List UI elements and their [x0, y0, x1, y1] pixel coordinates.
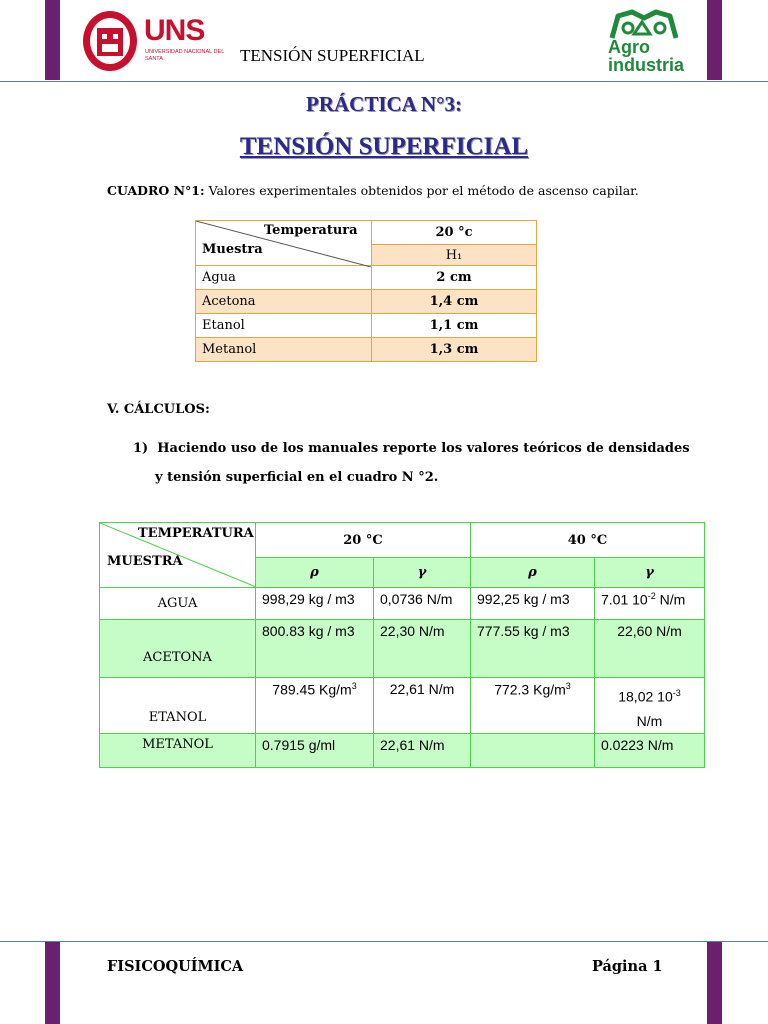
table2-corner-top: TEMPERATURA: [138, 526, 254, 541]
table-row: [100, 678, 705, 734]
table1-muestra: Agua: [196, 266, 372, 290]
table2-muestra: METANOL: [100, 733, 256, 767]
item1-number: 1): [133, 441, 149, 456]
table1-temp-header: 20 °c: [372, 221, 537, 245]
table2-gamma20: 22,30 N/m: [374, 620, 471, 678]
table2-corner-bottom: MUESTRA: [107, 554, 183, 569]
table1-muestra: Acetona: [196, 290, 372, 314]
table2-gamma20: 0,0736 N/m: [374, 588, 471, 620]
rho20-base: 789.45 Kg/m: [272, 681, 352, 698]
table2-gamma40: 22,60 N/m: [595, 620, 705, 678]
agroindustria-logo: [604, 8, 686, 76]
table-row: [196, 290, 537, 314]
table1-value: 1,1 cm: [372, 314, 537, 338]
table2-rho20: 800.83 kg / m3: [256, 620, 374, 678]
table2-corner-cell: [100, 523, 256, 588]
footer-course: FISICOQUÍMICA: [107, 958, 244, 975]
table2-rho40: 777.55 kg / m3: [471, 620, 595, 678]
table1-value: 1,3 cm: [372, 338, 537, 362]
table2-rho20: [256, 678, 374, 734]
rho40-base: 772.3 Kg/m: [494, 681, 566, 698]
table-row: [100, 620, 705, 678]
table1-value: 1,4 cm: [372, 290, 537, 314]
gamma-header-20: γ: [374, 558, 471, 588]
table1-corner-cell: [196, 221, 372, 266]
table-row: [196, 338, 537, 362]
table2-rho40: [471, 678, 595, 734]
caption-label: CUADRO N°1:: [107, 183, 205, 198]
gamma40-unit: N/m: [636, 712, 663, 729]
gamma40-unit: N/m: [655, 591, 686, 608]
item1-line1: [133, 441, 690, 456]
footer-right-bar: [707, 942, 722, 1024]
table2-gamma20: 22,61 N/m: [374, 733, 471, 767]
gamma-header-40: γ: [595, 558, 705, 588]
section-calculos: V. CÁLCULOS:: [107, 402, 210, 417]
uns-logo: [80, 8, 230, 74]
table1-h1-header: H₁: [372, 245, 537, 266]
gamma40-exp: -3: [672, 688, 681, 698]
rho40-exp: 3: [565, 681, 571, 691]
item1-text: Haciendo uso de los manuales reporte los valores teóricos de densidades: [157, 441, 690, 456]
rho-header-40: ρ: [471, 558, 595, 588]
rho-header-20: ρ: [256, 558, 374, 588]
table1: [195, 220, 537, 362]
table2-muestra: ETANOL: [100, 678, 256, 734]
table2-muestra: ACETONA: [100, 620, 256, 678]
table2-rho20: 998,29 kg / m3: [256, 588, 374, 620]
header-rule: [0, 81, 768, 82]
practica-title: PRÁCTICA N°3:: [306, 92, 462, 116]
table2-gamma20: 22,61 N/m: [374, 678, 471, 734]
footer-page-number: Página 1: [592, 958, 663, 975]
table2-rho20: 0.7915 g/ml: [256, 733, 374, 767]
tension-title: TENSIÓN SUPERFICIAL: [239, 133, 529, 160]
table1-muestra: Etanol: [196, 314, 372, 338]
footer-left-bar: [45, 942, 60, 1024]
table2-temp2: 40 °C: [471, 523, 705, 558]
header-right-bar: [707, 0, 722, 80]
gamma40-base: 18,02 10: [618, 688, 673, 705]
table1-value: 2 cm: [372, 266, 537, 290]
table-row: [196, 266, 537, 290]
uns-logo-subtext: UNIVERSIDAD NACIONAL DEL SANTA: [145, 49, 225, 62]
table-row: [100, 588, 705, 620]
table1-corner-top: Temperatura: [264, 223, 358, 238]
rho20-exp: 3: [351, 681, 357, 691]
table2-rho40: [471, 733, 595, 767]
item1-line2: y tensión superficial en el cuadro N °2.: [155, 470, 439, 485]
uns-logo-text: UNS: [144, 14, 205, 47]
table2-rho40: 992,25 kg / m3: [471, 588, 595, 620]
agro-logo-line2: industria: [608, 55, 685, 75]
table-row: [196, 314, 537, 338]
agro-logo-line1: Agro: [608, 37, 650, 57]
table1-caption: [107, 183, 639, 198]
table1-corner-bottom: Muestra: [202, 242, 263, 257]
uns-seal-icon: [80, 8, 140, 74]
table2-gamma40: 0.0223 N/m: [595, 733, 705, 767]
gamma40-exp: -2: [647, 591, 656, 601]
table2-temp1: 20 °C: [256, 523, 471, 558]
gamma40-base: 7.01 10: [601, 591, 648, 608]
table2-muestra: AGUA: [100, 588, 256, 620]
header-title: TENSIÓN SUPERFICIAL: [240, 46, 425, 65]
table2-gamma40: [595, 588, 705, 620]
table2-gamma40: [595, 678, 705, 734]
footer-rule: [0, 941, 768, 942]
header-left-bar: [45, 0, 60, 80]
table1-muestra: Metanol: [196, 338, 372, 362]
table-row: [100, 733, 705, 767]
table2: [99, 522, 705, 768]
caption-text: Valores experimentales obtenidos por el método de ascenso capilar.: [204, 183, 639, 198]
